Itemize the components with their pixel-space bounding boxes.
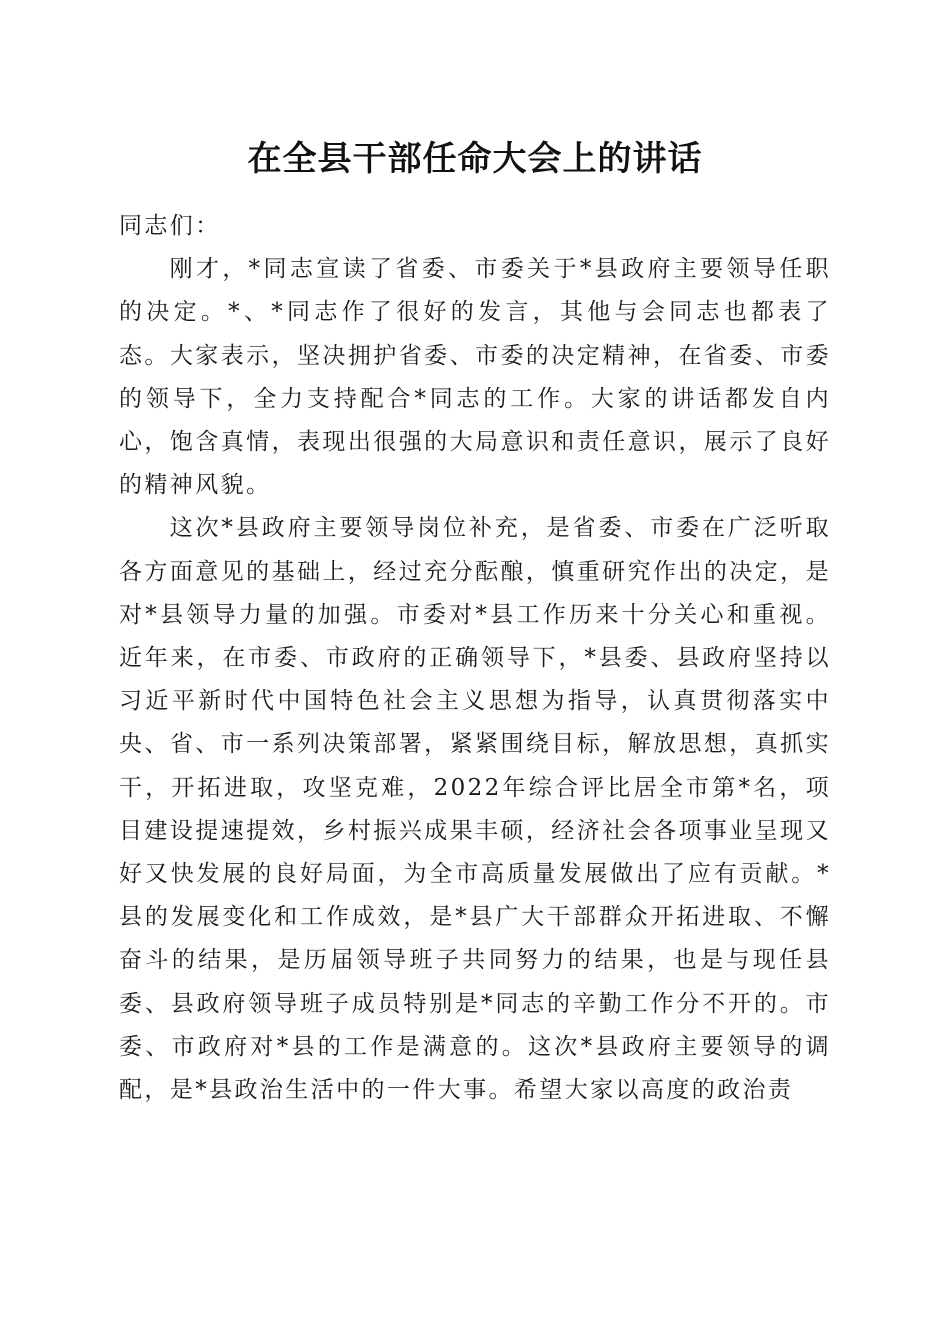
salutation: 同志们： [119, 213, 221, 239]
paragraph-2: 这次*县政府主要领导岗位补充，是省委、市委在广泛听取各方面意见的基础上，经过充分酝酿，慎重研究作出的决定，是对*县领导力量的加强。市委对*县工作历来十分关心和重视。近年来，在市委、市政府的正确领导下，*县委、县政府坚持以习近平新时代中国特色社会主义思想为指导，认真贯彻落实中央、省、市一系列决策部署，紧紧围绕目标，解放思想，真抓实干，开拓进取，攻坚克难，2022年综合评比居全市第*名，项目建设提速提效，乡村振兴成果丰硕，经济社会各项事业呈现又好又快发展的良好局面，为全市高质量发展做出了应有贡献。*县的发展变化和工作成效，是*县广大干部群众开拓进取、不懈奋斗的结果，是历届领导班子共同努力的结果，也是与现任县委、县政府领导班子成员特别是*同志的辛勤工作分不开的。市委、市政府对*县的工作是满意的。这次*县政府主要领导的调配，是*县政治生活中的一件大事。希望大家以高度的政治责 [119, 515, 831, 1104]
paragraph-1: 刚才，*同志宣读了省委、市委关于*县政府主要领导任职的决定。*、*同志作了很好的发言，其他与会同志也都表了态。大家表示，坚决拥护省委、市委的决定精神，在省委、市委的领导下，全力支持配合*同志的工作。大家的讲话都发自内心，饱含真情，表现出很强的大局意识和责任意识，展示了良好的精神风貌。 [119, 256, 831, 499]
document-body [119, 205, 831, 1112]
document-title: 在全县干部任命大会上的讲话 [247, 139, 703, 179]
